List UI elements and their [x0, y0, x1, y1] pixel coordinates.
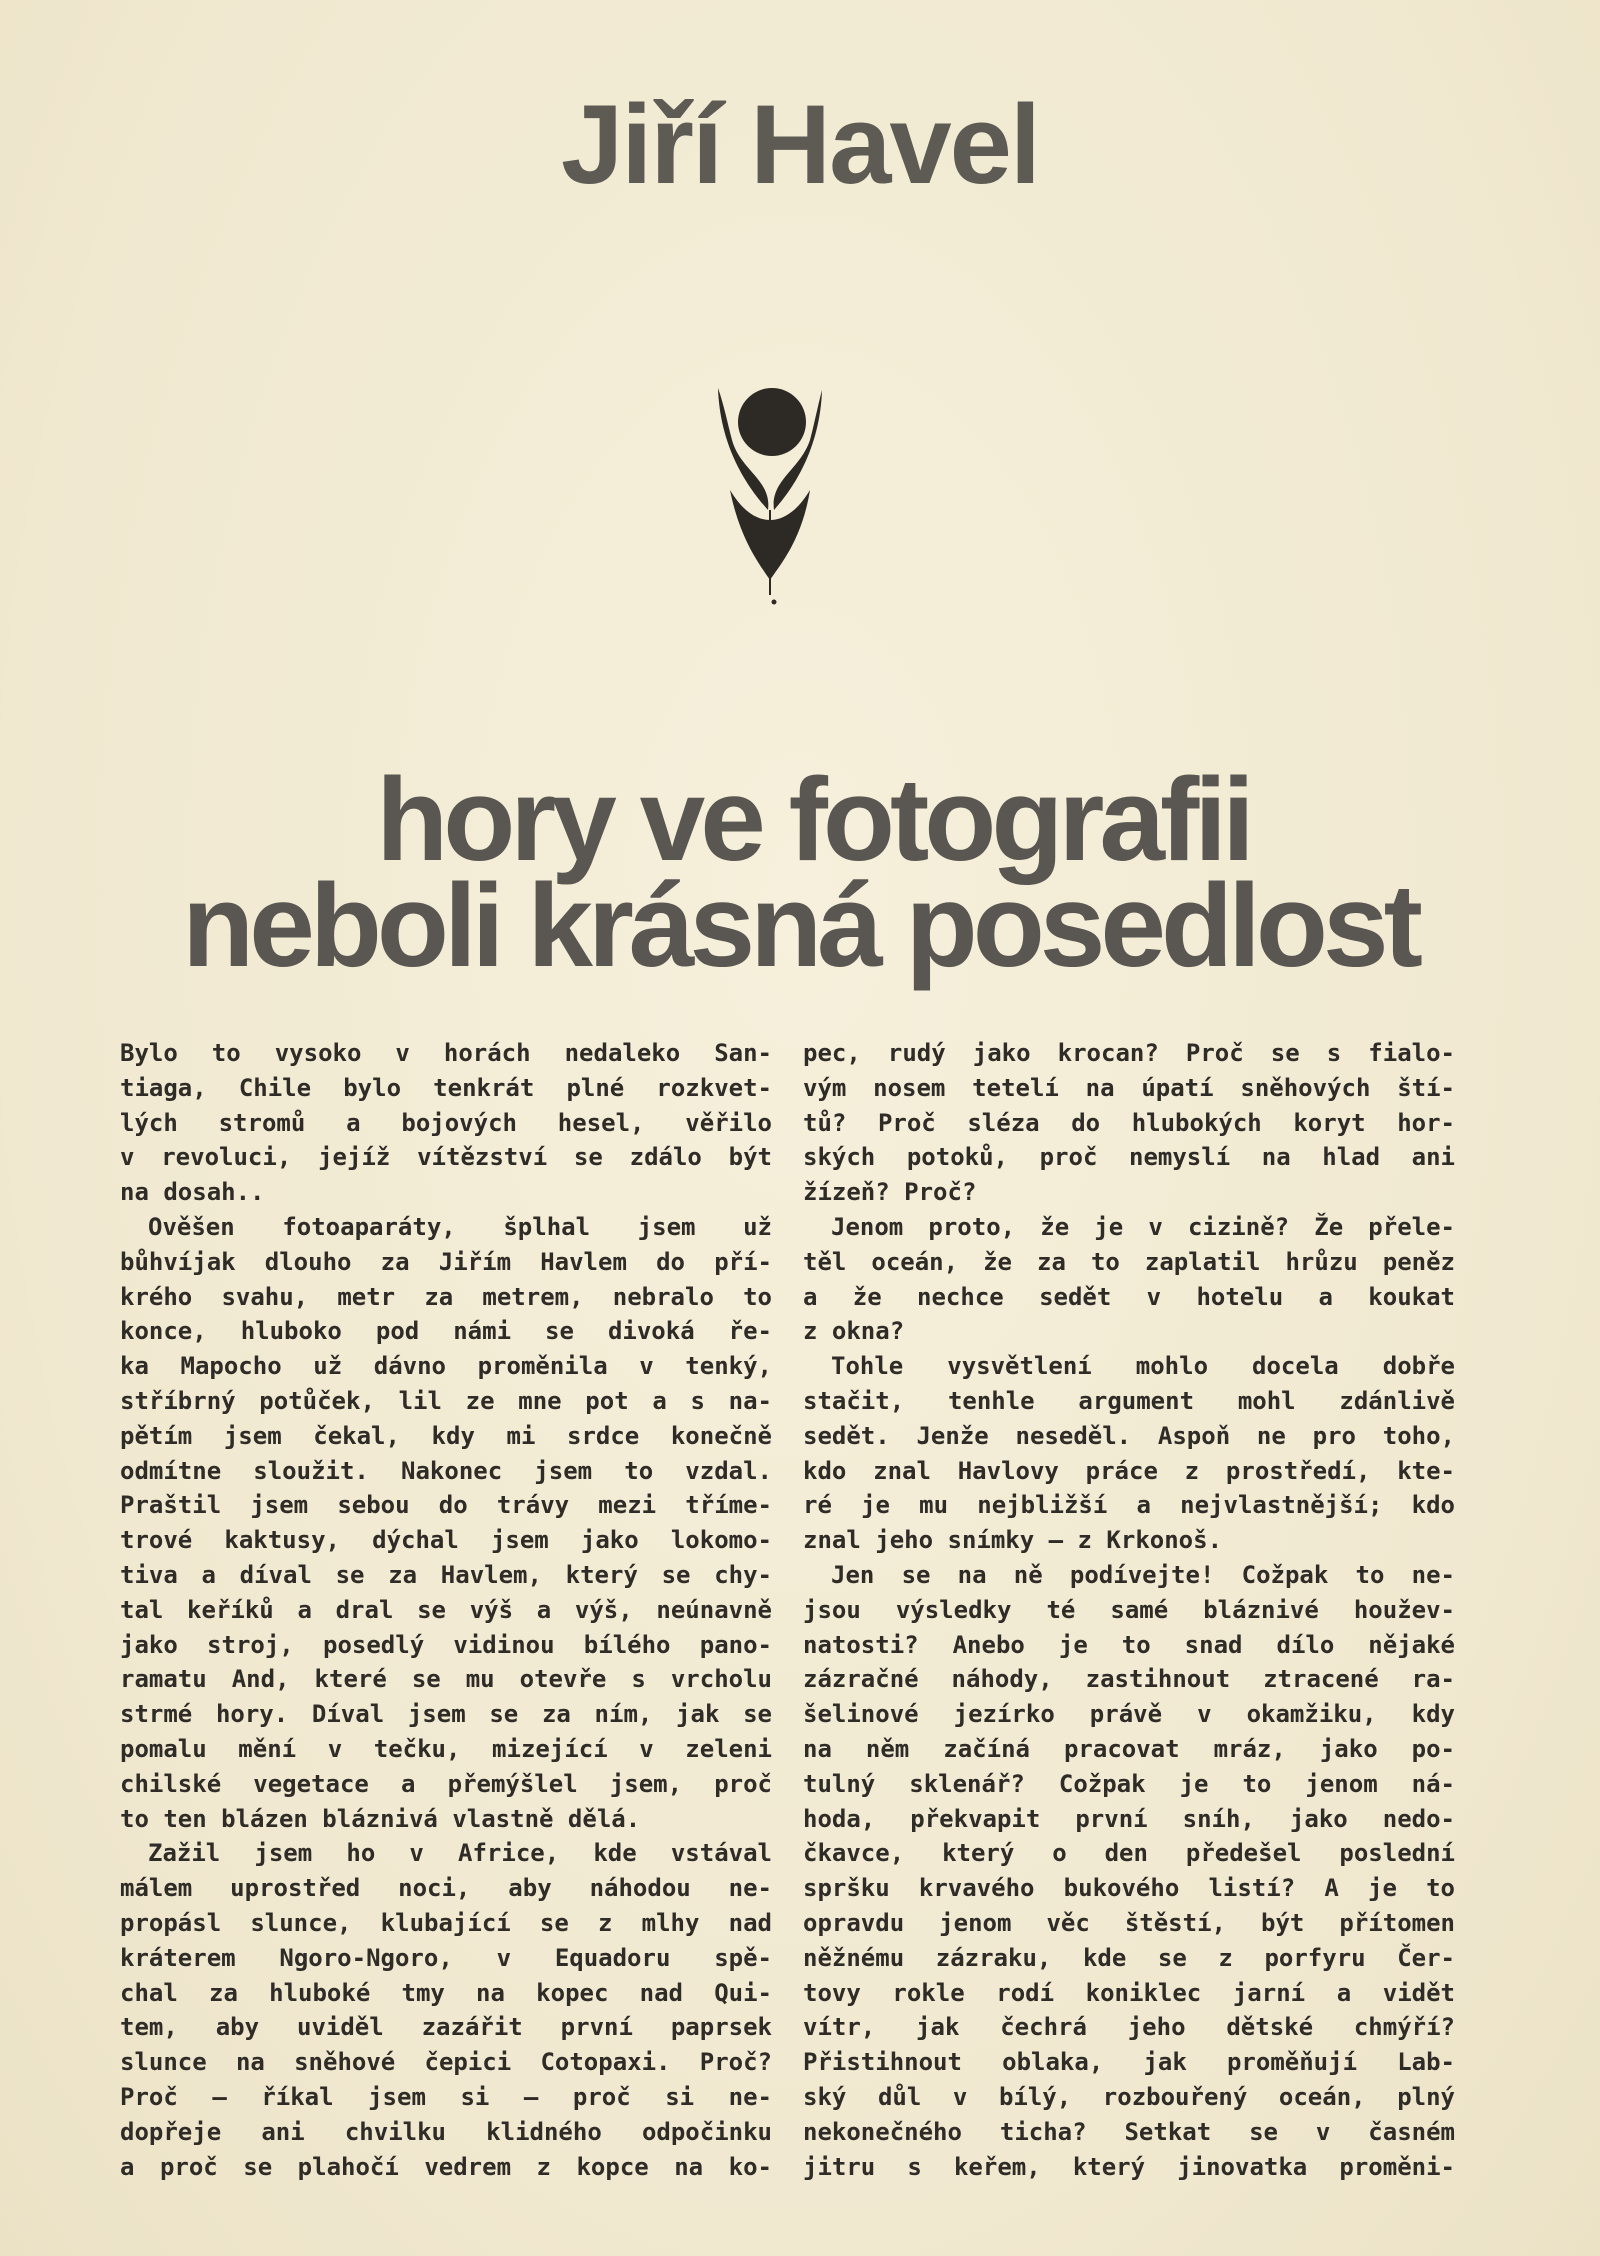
headline-line-1: hory ve fotografii [376, 754, 1250, 886]
text-line: sedět. Jenže neseděl. Aspoň ne pro toho, [803, 1421, 1455, 1450]
text-line: tiaga, Chile bylo tenkrát plné rozkvet- [120, 1073, 772, 1102]
text-line: těl oceán, že za to zaplatil hrůzu peněz [803, 1247, 1455, 1276]
text-line: Praštil jsem sebou do trávy mezi tříme- [120, 1491, 772, 1520]
text-line: ský důl v bílý, rozbouřený oceán, plný [803, 2082, 1455, 2111]
text-line: tů? Proč sléza do hlubokých koryt hor- [803, 1108, 1455, 1137]
text-line: Jen se na ně podívejte! Cožpak to ne- [831, 1560, 1455, 1589]
text-line: to ten blázen bláznivá vlastně dělá. [120, 1804, 641, 1833]
text-line: opravdu jenom věc štěstí, být přítomen [803, 1908, 1455, 1937]
text-line: tiva a díval se za Havlem, který se chy- [120, 1560, 772, 1589]
text-line: jitru s keřem, který jinovatka proměni- [803, 2152, 1455, 2181]
text-line: na něm začíná pracovat mráz, jako po- [803, 1734, 1455, 1763]
text-line: tal keříků a dral se výš a výš, neúnavně [120, 1595, 772, 1624]
text-line: na dosah.. [120, 1178, 265, 1207]
text-line: odmítne sloužit. Nakonec jsem to vzdal. [120, 1456, 772, 1485]
text-line: krého svahu, metr za metrem, nebralo to [120, 1282, 772, 1311]
text-line: vým nosem tetelí na úpatí sněhových ští- [803, 1073, 1455, 1102]
text-line: ramatu And, které se mu otevře s vrcholu [120, 1665, 772, 1694]
text-line: Ověšen fotoaparáty, šplhal jsem už [148, 1212, 772, 1241]
text-line: spršku krvavého bukového listí? A je to [803, 1874, 1455, 1903]
text-line: tulný sklenář? Cožpak je to jenom ná- [803, 1769, 1455, 1798]
flower-emblem-icon [710, 380, 830, 610]
text-line: šelinové jezírko právě v okamžiku, kdy [803, 1700, 1455, 1729]
text-line: něžnému zázraku, kde se z porfyru Čer- [803, 1943, 1455, 1972]
text-line: z okna? [803, 1317, 905, 1346]
text-column-left [120, 1036, 772, 2184]
text-line: a že nechce sedět v hotelu a koukat [803, 1282, 1455, 1311]
text-line: Tohle vysvětlení mohlo docela dobře [831, 1352, 1455, 1381]
text-line: Zažil jsem ho v Africe, kde vstával [148, 1839, 772, 1868]
text-column-right [803, 1036, 1455, 2184]
text-line: stačit, tenhle argument mohl zdánlivě [803, 1386, 1455, 1415]
text-line: žízeň? Proč? [803, 1178, 977, 1207]
text-line: ka Mapocho už dávno proměnila v tenký, [120, 1352, 772, 1381]
text-line: chilské vegetace a přemýšlel jsem, proč [120, 1769, 772, 1798]
text-line: trové kaktusy, dýchal jsem jako lokomo- [120, 1526, 772, 1555]
text-line: tovy rokle rodí koniklec jarní a vidět [803, 1978, 1455, 2007]
text-line: strmé hory. Díval jsem se za ním, jak se [120, 1700, 772, 1729]
headline-line-2: neboli krásná posedlost [182, 860, 1418, 992]
text-line: Bylo to vysoko v horách nedaleko San- [120, 1039, 772, 1067]
text-line: čkavce, který o den předešel poslední [803, 1839, 1455, 1868]
text-line: zázračné náhody, zastihnout ztracené ra- [803, 1665, 1455, 1694]
text-line: kráterem Ngoro-Ngoro, v Equadoru spě- [120, 1943, 772, 1972]
text-line: nekonečného ticha? Setkat se v časném [803, 2117, 1455, 2146]
text-line: kdo znal Havlovy práce z prostředí, kte- [803, 1456, 1455, 1485]
text-line: Jenom proto, že je v cizině? Že přele- [831, 1212, 1455, 1241]
text-line: konce, hluboko pod námi se divoká ře- [120, 1317, 772, 1346]
author-name: Jiří Havel [560, 82, 1040, 207]
text-line: slunce na sněhové čepici Cotopaxi. Proč? [120, 2048, 772, 2077]
text-line: hoda, překvapit první sníh, jako nedo- [803, 1804, 1455, 1833]
text-line: pomalu mění v tečku, mizející v zeleni [120, 1734, 772, 1763]
text-line: vítr, jak čechrá jeho dětské chmýří? [803, 2013, 1455, 2042]
text-line: ských potoků, proč nemyslí na hlad ani [803, 1143, 1455, 1172]
text-line: znal jeho snímky — z Krkonoš. [803, 1526, 1223, 1555]
text-line: jako stroj, posedlý vidinou bílého pano- [120, 1630, 772, 1659]
text-line: jsou výsledky té samé bláznivé houžev- [803, 1595, 1455, 1624]
text-line: Přistihnout oblaka, jak proměňují Lab- [803, 2048, 1455, 2077]
text-line: bůhvíjak dlouho za Jiřím Havlem do pří- [120, 1247, 772, 1276]
text-line: a proč se plahočí vedrem z kopce na ko- [120, 2152, 772, 2181]
article-headline [0, 754, 1600, 992]
text-line: tem, aby uviděl zazářit první paprsek [120, 2013, 772, 2042]
text-line: ré je mu nejbližší a nejvlastnější; kdo [803, 1491, 1455, 1520]
text-line: v revoluci, jejíž vítězství se zdálo být [120, 1143, 772, 1172]
text-line: propásl slunce, klubající se z mlhy nad [120, 1908, 772, 1937]
text-line: chal za hluboké tmy na kopec nad Qui- [120, 1978, 772, 2007]
text-line: pětím jsem čekal, kdy mi srdce konečně [120, 1421, 772, 1450]
text-line: lých stromů a bojových hesel, věřilo [120, 1108, 772, 1137]
text-line: stříbrný potůček, lil ze mne pot a s na- [120, 1386, 772, 1415]
text-line: dopřeje ani chvilku klidného odpočinku [120, 2117, 772, 2146]
text-line: málem uprostřed noci, aby náhodou ne- [120, 1874, 772, 1903]
text-line: Proč — říkal jsem si — proč si ne- [120, 2082, 772, 2111]
text-line: natosti? Anebo je to snad dílo nějaké [803, 1630, 1455, 1659]
text-line: pec, rudý jako krocan? Proč se s fialo- [803, 1039, 1455, 1067]
